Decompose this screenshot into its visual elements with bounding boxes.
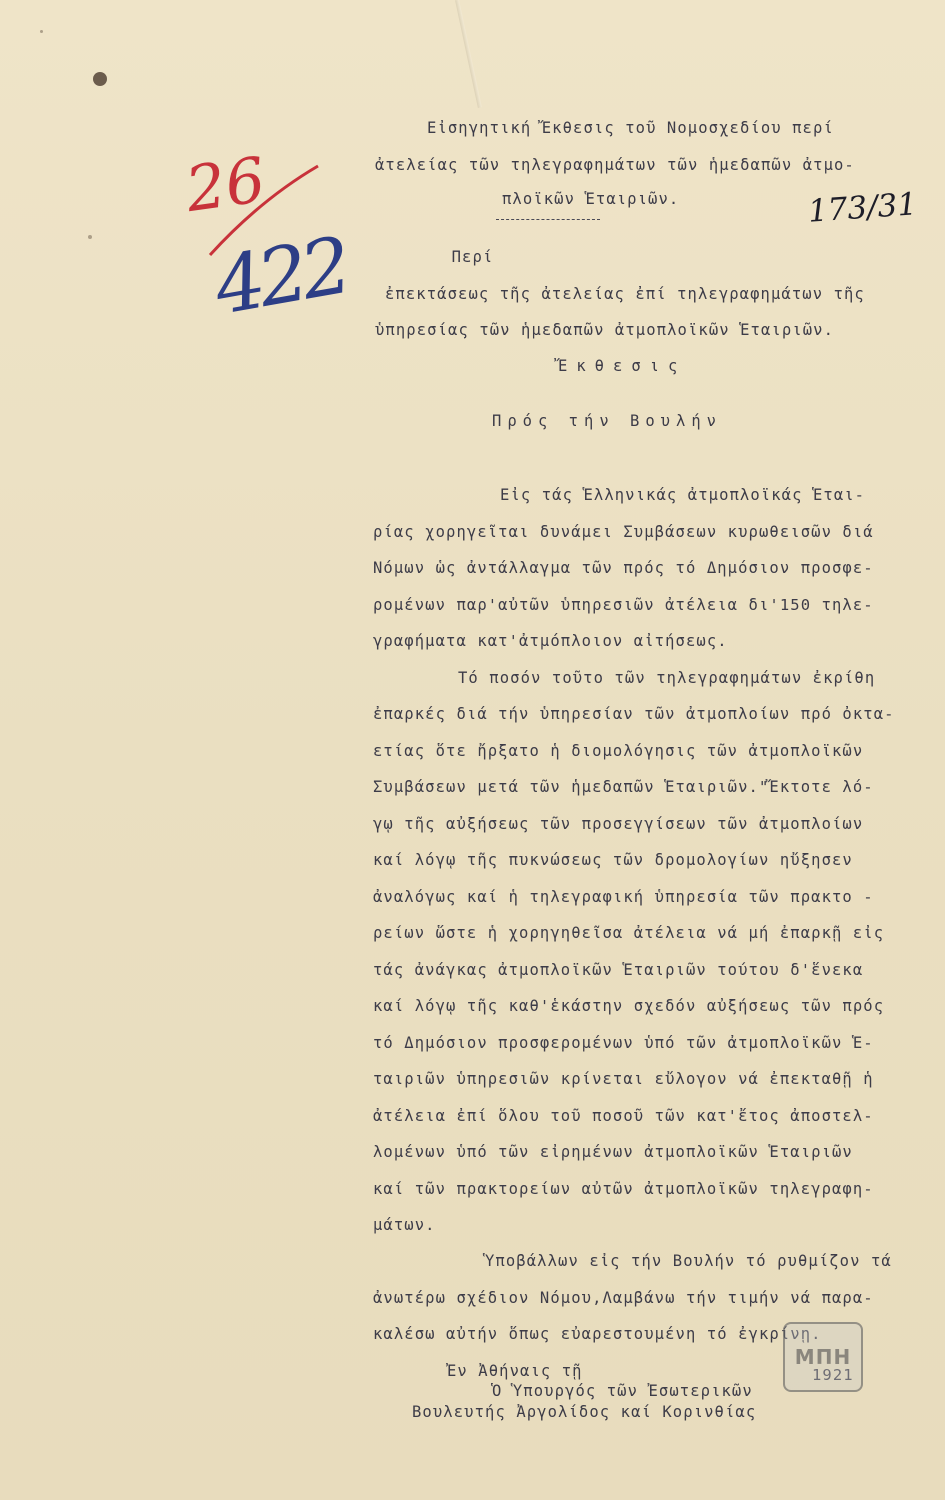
paper-fold	[455, 0, 482, 108]
body-line: ρομένων παρ'αὐτῶν ὑπηρεσιῶν ἀτέλεια δι'150 τηλε-	[373, 596, 874, 614]
body-line: μάτων.	[373, 1216, 436, 1234]
title-line: ἀτελείας τῶν τηλεγραφημάτων τῶν ἡμεδαπῶν ἀτμο-	[375, 156, 855, 174]
red-pencil-number: 26	[181, 142, 270, 227]
ink-reference-number: 173/31	[806, 186, 919, 230]
archive-stamp: ΜΠΗ	[783, 1322, 863, 1392]
body-line: λομένων ὑπό τῶν εἰρημένων ἀτμοπλοϊκῶν Ἑταιριῶν	[373, 1143, 853, 1161]
body-line: ἀναλόγως καί ἡ τηλεγραφική ὑπηρεσία τῶν πρακτο -	[373, 888, 874, 906]
body-line: τό Δημόσιον προσφερομένων ὑπό τῶν ἀτμοπλοϊκῶν Ἑ-	[373, 1034, 874, 1052]
signatory-detail: Βουλευτής Ἀργολίδος καί Κορινθίας	[412, 1403, 757, 1421]
body-line: Συμβάσεων μετά τῶν ἡμεδαπῶν Ἑταιριῶν."Ἔκτοτε λό-	[373, 778, 874, 796]
body-line: ρίας χορηγεῖται δυνάμει Συμβάσεων κυρωθεισῶν διά	[373, 523, 874, 541]
pre-title: Περί	[451, 248, 494, 266]
paper-speck	[40, 30, 43, 33]
addressee: Πρός τήν Βουλήν	[492, 412, 722, 430]
body-line: καί τῶν πρακτορείων αὐτῶν ἀτμοπλοϊκῶν τηλεγραφη-	[373, 1180, 874, 1198]
body-line: γραφήματα κατ'ἀτμόπλοιον αἰτήσεως.	[373, 632, 728, 650]
body-line: ταιριῶν ὑπηρεσιῶν κρίνεται εὔλογον νά ἐπεκταθῇ ἡ	[373, 1070, 874, 1088]
body-line: ετίας ὅτε ἤρξατο ἡ διομολόγησις τῶν ἀτμοπλοϊκῶν	[373, 742, 864, 760]
place-date: Ἐν Ἀθήναις τῇ	[447, 1362, 583, 1380]
ink-stain	[93, 72, 107, 86]
subject-line: ὑπηρεσίας τῶν ἡμεδαπῶν ἀτμοπλοϊκῶν Ἑταιριῶν.	[375, 321, 834, 339]
title-line: Εἰσηγητική Ἔκθεσις τοῦ Νομοσχεδίου περί	[427, 119, 834, 137]
body-line: ἀνωτέρω σχέδιον Νόμου,Λαμβάνω τήν τιμήν νά παρα-	[373, 1289, 874, 1307]
year-fragment: 1921	[812, 1366, 854, 1384]
body-line: ἐπαρκές διά τήν ὑπηρεσίαν τῶν ἀτμοπλοίων πρό ὀκτα-	[373, 705, 895, 723]
body-line: Ὑποβάλλων εἰς τήν Βουλήν τό ρυθμίζον τά	[485, 1252, 892, 1270]
subject-line: ἐπεκτάσεως τῆς ἀτελείας ἐπί τηλεγραφημάτων τῆς	[385, 285, 865, 303]
signatory-title: Ὁ Ὑπουργός τῶν Ἐσωτερικῶν	[492, 1382, 753, 1400]
body-line: Νόμων ὡς ἀντάλλαγμα τῶν πρός τό Δημόσιον προσφε-	[373, 559, 874, 577]
paper-speck	[88, 235, 92, 239]
document-type: Ἔκθεσις	[558, 357, 687, 375]
body-line: Τό ποσόν τοῦτο τῶν τηλεγραφημάτων ἐκρίθη	[458, 669, 876, 687]
body-line: γῳ τῆς αὐξήσεως τῶν προσεγγίσεων τῶν ἀτμοπλοίων	[373, 815, 864, 833]
blue-pencil-number: 422	[208, 221, 353, 333]
body-line: Εἰς τάς Ἑλληνικάς ἀτμοπλοϊκάς Ἑται-	[500, 486, 866, 504]
body-line: ἀτέλεια ἐπί ὅλου τοῦ ποσοῦ τῶν κατ'ἔτος ἀποστελ-	[373, 1107, 874, 1125]
body-line: ρείων ὥστε ἡ χορηγηθεῖσα ἀτέλεια νά μή ἐπαρκῇ εἰς	[373, 924, 885, 942]
title-underline	[496, 219, 600, 220]
title-line: πλοϊκῶν Ἑταιριῶν.	[502, 190, 680, 208]
body-line: καί λόγῳ τῆς καθ'ἑκάστην σχεδόν αὐξήσεως τῶν πρός	[373, 997, 885, 1015]
body-line: τάς ἀνάγκας ἀτμοπλοϊκῶν Ἑταιριῶν τούτου δ'ἕνεκα	[373, 961, 864, 979]
body-line: καί λόγῳ τῆς πυκνώσεως τῶν δρομολογίων ηὔξησεν	[373, 851, 853, 869]
body-line: καλέσω αὐτήν ὅπως εὐαρεστουμένη τό ἐγκρίνῃ.	[373, 1325, 822, 1343]
